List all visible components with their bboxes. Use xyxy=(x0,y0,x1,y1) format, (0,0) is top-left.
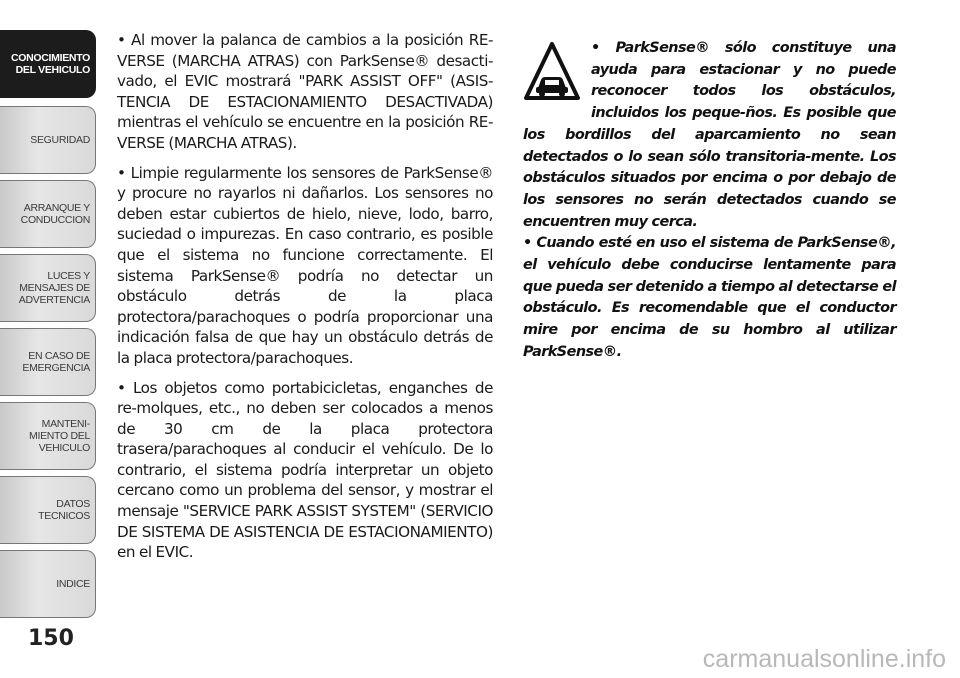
tab-label: CONOCIMIENTO DEL VEHICULO xyxy=(10,52,90,76)
tab-label: INDICE xyxy=(56,578,90,590)
warning-paragraph: • ParkSense® sólo constituye una ayuda para estacionar y no puede reconocer todos los obstáculos, incluidos los peque-ños. Es posible que los bordillos del aparcamiento no sean detectados o lo sean sólo transitoria-mente. Los obstáculos situados por encima o por debajo de los sensores no serán detectados cuando se encuentren muy cerca. xyxy=(523,40,896,230)
tab-datos-tecnicos[interactable] xyxy=(0,476,96,544)
page-number: 150 xyxy=(28,626,74,651)
bullet-paragraph: • Los objetos como portabicicletas, enganches de re-molques, etc., no deben ser colocados a menos de 30 cm de la placa protectora trasera/parachoques al conducir el vehículo. De lo contrario, el sistema podría interpretar un objeto cercano como un problema del sensor, y mostrar el mensaje "SERVICE PARK ASSIST SYSTEM" (SERVICIO DE SISTEMA DE ASISTENCIA DE ESTACIONAMIENTO) en el EVIC. xyxy=(117,378,493,562)
tab-label: EN CASO DE EMERGENCIA xyxy=(22,350,90,374)
tab-label: ARRANQUE Y CONDUCCION xyxy=(20,202,90,226)
tab-label: DATOS TECNICOS xyxy=(38,498,90,522)
warning-paragraph: • Cuando esté en uso el sistema de ParkSense®, el vehículo debe conducirse lentamente para que pueda ser detenido a tiempo al detectarse el obstáculo. Es recomendable que el conductor mire por encima de su hombro al utilizar ParkSense®. xyxy=(523,235,896,360)
bullet-paragraph: • Al mover la palanca de cambios a la posición RE-VERSE (MARCHA ATRAS) con ParkSense® desacti-vado, el EVIC mostrará "PARK ASSIST OFF" (ASIS-TENCIA DE ESTACIONAMIENTO DESACTIVADA) mientras el vehículo se encuentre en la posición RE-VERSE (MARCHA ATRAS). xyxy=(117,31,493,152)
tab-label: LUCES Y MENSAJES DE ADVERTENCIA xyxy=(18,270,90,306)
tab-mantenimiento[interactable] xyxy=(0,402,96,470)
warning-box xyxy=(523,38,896,364)
tab-conocimiento-del-vehiculo[interactable] xyxy=(0,30,96,98)
tab-label: MANTENI- MIENTO DEL VEHICULO xyxy=(29,418,90,454)
body-text-left xyxy=(117,30,493,572)
tab-seguridad[interactable] xyxy=(0,106,96,174)
tab-en-caso-de-emergencia[interactable] xyxy=(0,328,96,396)
warning-car-icon xyxy=(523,40,581,104)
tab-indice[interactable] xyxy=(0,550,96,618)
tab-arranque-y-conduccion[interactable] xyxy=(0,180,96,248)
tab-luces-y-mensajes[interactable] xyxy=(0,254,96,322)
watermark: carmanualsonline.info xyxy=(702,645,946,673)
bullet-paragraph: • Limpie regularmente los sensores de ParkSense® y procure no rayarlos ni dañarlos. Los sensores no deben estar cubiertos de hielo, nieve, lodo, barro, suciedad o impurezas. En caso contrario, es posible que el sistema no funcione correctamente. El sistema ParkSense® podría no detectar un obstáculo detrás de la placa protectora/parachoques o podría proporcionar una indicación falsa de que hay un obstáculo detrás de la placa protectora/parachoques. xyxy=(117,163,493,367)
tab-label: SEGURIDAD xyxy=(30,134,90,146)
